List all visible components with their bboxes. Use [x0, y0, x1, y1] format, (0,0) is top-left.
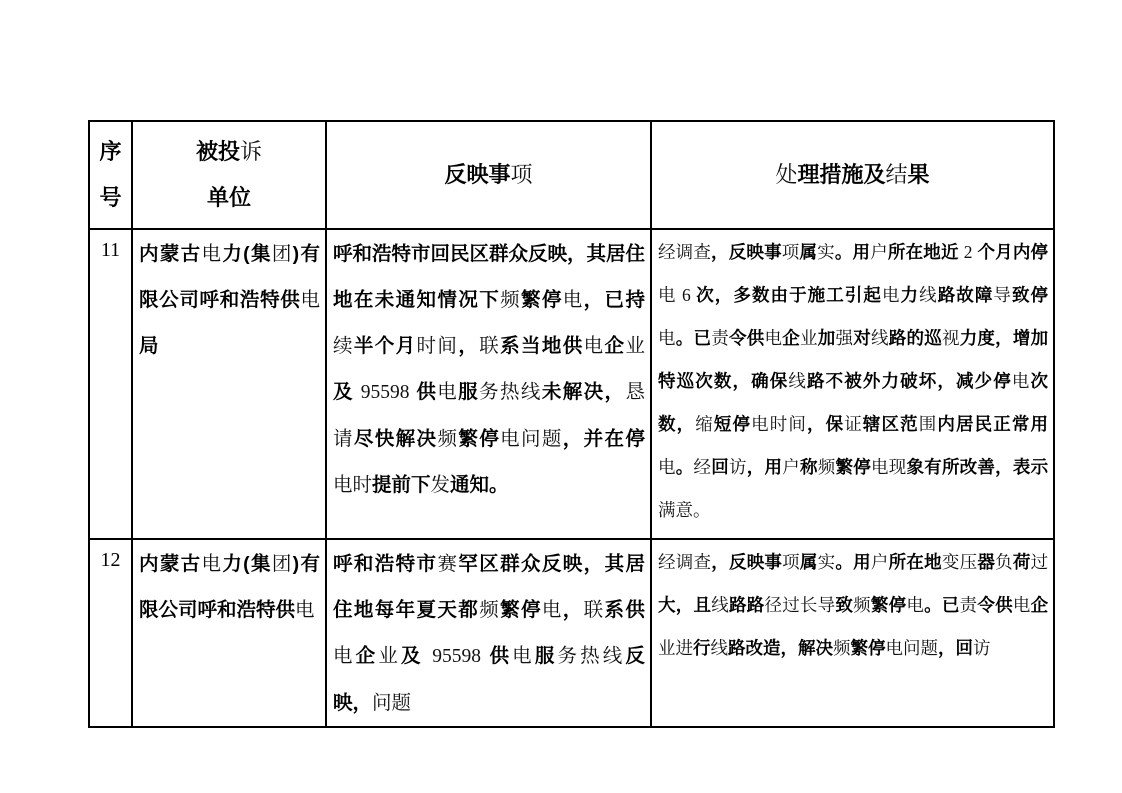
- text-run: 实: [817, 242, 835, 262]
- text-run: 6: [676, 285, 697, 305]
- text-run: 繁停: [850, 638, 886, 658]
- text-run: ，并在停: [562, 428, 645, 450]
- text-run: 呼和浩特市: [333, 553, 438, 575]
- text-run: 电: [1012, 595, 1031, 615]
- text-run: 电: [437, 381, 459, 403]
- text-run: 路故障: [937, 285, 994, 305]
- text-run: 呼和浩特市回民区群众反映，其居住地在未通知情况下: [333, 243, 646, 311]
- text-run: 处: [775, 162, 798, 187]
- text-run: 业: [799, 328, 818, 348]
- text-run: 缩: [695, 414, 714, 434]
- text-run: ，反映事: [711, 242, 782, 262]
- text-run: ，反映事: [711, 552, 783, 572]
- text-run: 电: [1011, 371, 1031, 391]
- text-run: 进: [675, 638, 693, 658]
- text-run: 反映事: [444, 162, 511, 187]
- table-row: [89, 539, 1054, 727]
- text-run: 行: [693, 638, 711, 658]
- text-run: 属: [799, 242, 818, 262]
- text-run: 次，多数由于施工引起: [696, 285, 882, 305]
- text-run: 户: [870, 242, 888, 262]
- text-run: 线: [788, 371, 807, 391]
- text-run: 项: [781, 242, 800, 262]
- text-run: 力: [900, 285, 920, 305]
- text-run: 问题: [372, 692, 412, 714]
- text-run: 电: [881, 285, 901, 305]
- text-run: 系供: [604, 599, 645, 621]
- text-run: 证: [844, 414, 863, 434]
- text-run: 电: [562, 289, 584, 311]
- text-run: 。用: [835, 552, 871, 572]
- text-run: 联: [583, 599, 605, 621]
- text-run: 户: [782, 457, 800, 477]
- text-run: 责: [711, 328, 729, 348]
- text-run: 半个月: [353, 335, 417, 357]
- text-run: 令供: [728, 328, 765, 348]
- text-run: 团: [271, 553, 293, 575]
- text-run: 满意。: [658, 500, 711, 520]
- text-run: 线: [870, 328, 889, 348]
- text-run: 及: [400, 645, 433, 667]
- text-run: 电: [512, 645, 535, 667]
- text-run: 实: [817, 552, 836, 572]
- header-complained-unit: [132, 121, 326, 229]
- text-run: ，回: [938, 638, 973, 658]
- text-run: 内蒙古: [139, 553, 202, 575]
- text-run: 加: [817, 328, 836, 348]
- text-run: 线: [919, 285, 938, 305]
- text-run: 企: [782, 328, 800, 348]
- text-run: 短停: [713, 414, 752, 434]
- text-run: 发: [430, 474, 451, 496]
- text-run: 恳请: [333, 381, 645, 450]
- header-line: [652, 152, 1053, 198]
- text-run: 荷: [1012, 552, 1031, 572]
- text-run: 视: [941, 328, 960, 348]
- text-run: 称: [799, 457, 818, 477]
- text-run: ，已持: [583, 289, 645, 311]
- text-run: 项: [782, 552, 800, 572]
- text-run: 果: [907, 162, 930, 187]
- text-run: 未解决，: [541, 381, 626, 403]
- text-run: 力(集: [222, 553, 272, 575]
- text-run: 力(集: [222, 243, 272, 265]
- text-run: 强: [835, 328, 854, 348]
- text-run: 电: [658, 328, 676, 348]
- cell-handling-result: [651, 539, 1054, 727]
- text-run: 繁停: [835, 457, 871, 477]
- text-run: 。: [675, 457, 694, 477]
- text-run: 围: [918, 414, 938, 434]
- text-run: 结: [885, 162, 908, 187]
- text-run: 务热线: [479, 381, 542, 403]
- text-run: 属: [799, 552, 818, 572]
- text-run: 变压: [941, 552, 978, 572]
- text-run: 访: [729, 457, 747, 477]
- text-run: 电: [751, 414, 770, 434]
- text-run: 问题: [903, 638, 938, 658]
- text-run: 辖区范: [862, 414, 919, 434]
- text-run: 局: [139, 335, 159, 357]
- text-run: 繁停: [521, 289, 563, 311]
- text-run: 团: [271, 243, 293, 265]
- text-run: 径过长导: [764, 595, 836, 615]
- text-run: 线: [710, 638, 728, 658]
- text-run: 频: [817, 457, 836, 477]
- text-run: 。已: [675, 328, 712, 348]
- text-run: 繁停: [458, 428, 501, 450]
- text-run: ，: [562, 599, 584, 621]
- text-run: 电: [201, 243, 223, 265]
- text-run: 户: [870, 552, 889, 572]
- text-run: 95598: [432, 646, 481, 667]
- text-run: 及: [333, 381, 361, 403]
- header-line: [90, 175, 131, 221]
- text-run: 频: [833, 638, 851, 658]
- text-run: 反映，: [333, 645, 645, 714]
- text-run: 回: [711, 457, 729, 477]
- text-run: 致: [835, 595, 854, 615]
- header-line: [327, 152, 650, 198]
- text-run: 个月内停: [972, 242, 1049, 262]
- text-run: 电: [300, 289, 320, 311]
- text-run: 电: [541, 599, 563, 621]
- text-run: 经: [693, 457, 712, 477]
- text-run: 电: [201, 553, 223, 575]
- text-run: ，用: [746, 457, 783, 477]
- text-run: 尽快解决: [353, 428, 438, 450]
- text-run: 导: [993, 285, 1012, 305]
- text-run: 95598: [360, 382, 410, 403]
- cell-complained-unit: [132, 229, 326, 539]
- text-run: 时间: [416, 335, 459, 357]
- table-header-row: [89, 121, 1054, 229]
- text-run: 致停: [1011, 285, 1049, 305]
- text-run: 通知。: [450, 474, 509, 496]
- cell-complained-unit: [132, 539, 326, 727]
- text-run: 单位: [206, 185, 251, 210]
- text-run: 电: [658, 457, 676, 477]
- text-run: )有限公司呼和浩特供: [139, 553, 320, 621]
- text-run: 电: [583, 335, 605, 357]
- text-run: 过: [1030, 552, 1049, 572]
- text-run: 业: [625, 335, 645, 357]
- text-run: 频: [500, 289, 521, 311]
- text-run: 内居民正常用: [937, 414, 1048, 434]
- text-run: 所在地: [888, 552, 942, 572]
- text-run: 企: [604, 335, 626, 357]
- text-run: 罕区群众反映，其居住地每年夏天都: [333, 553, 645, 621]
- text-run: 频: [479, 599, 501, 621]
- text-run: ，保: [807, 414, 845, 434]
- text-run: 大，且: [658, 595, 712, 615]
- text-run: 业: [658, 638, 676, 658]
- text-run: 频: [437, 428, 459, 450]
- text-run: 繁停: [870, 595, 907, 615]
- text-run: 。用: [834, 242, 871, 262]
- cell-serial-number: 12: [89, 539, 132, 727]
- text-run: 被投: [195, 139, 240, 164]
- text-run: 电: [333, 645, 356, 667]
- text-run: 续: [333, 335, 354, 357]
- text-run: 电时: [333, 474, 373, 496]
- text-run: 问题: [521, 428, 563, 450]
- text-run: 令供: [977, 595, 1013, 615]
- text-run: 系当地供: [500, 335, 584, 357]
- cell-serial-number: 11: [89, 229, 132, 539]
- text-run: 器: [977, 552, 996, 572]
- cell-handling-result: [651, 229, 1054, 539]
- text-run: 号: [99, 185, 122, 210]
- complaints-table: [88, 120, 1055, 728]
- text-run: 务热线: [557, 645, 626, 667]
- text-run: 项: [510, 162, 533, 187]
- text-run: 线: [711, 595, 729, 615]
- text-run: 对: [853, 328, 871, 348]
- text-run: 频: [853, 595, 871, 615]
- text-run: 电: [870, 457, 889, 477]
- text-run: 责: [959, 595, 978, 615]
- text-run: 赛: [437, 553, 459, 575]
- text-run: 象有所改善，表示: [906, 457, 1049, 477]
- text-run: 现: [888, 457, 907, 477]
- text-run: 理措施及: [797, 162, 886, 187]
- text-run: 电: [658, 285, 677, 305]
- text-run: 联: [479, 335, 501, 357]
- text-run: 访: [973, 638, 991, 658]
- header-handling-result: [651, 121, 1054, 229]
- text-run: 供: [480, 645, 513, 667]
- text-run: 电: [500, 428, 521, 450]
- cell-reported-issue: [326, 229, 651, 539]
- text-run: 次数，: [658, 371, 1048, 434]
- header-line: [133, 175, 325, 221]
- text-run: 服: [534, 645, 558, 667]
- text-run: 企: [1030, 595, 1049, 615]
- header-line: [90, 129, 131, 175]
- text-run: 序: [99, 139, 122, 164]
- text-run: 路路: [728, 595, 765, 615]
- header-line: [133, 129, 325, 175]
- text-run: 路不被外力破坏，减少停: [807, 371, 1012, 391]
- text-run: 时间: [769, 414, 807, 434]
- header-reported-issue: [326, 121, 651, 229]
- cell-reported-issue: [326, 539, 651, 727]
- text-run: 。已: [924, 595, 960, 615]
- text-run: 路改造，解决: [728, 638, 833, 658]
- text-run: 路的巡: [888, 328, 942, 348]
- header-serial-number: [89, 121, 132, 229]
- text-run: 诉: [240, 139, 263, 164]
- text-run: 供: [409, 381, 438, 403]
- text-run: 经调查: [658, 552, 712, 572]
- text-run: 电: [906, 595, 925, 615]
- text-run: 繁停: [500, 599, 542, 621]
- text-run: 负: [995, 552, 1013, 572]
- text-run: 提前下: [372, 474, 431, 496]
- text-run: 企: [355, 645, 379, 667]
- text-run: 电: [885, 638, 903, 658]
- text-run: ，: [458, 335, 480, 357]
- text-run: 2: [963, 242, 973, 262]
- text-run: 内蒙古: [139, 243, 202, 265]
- text-run: 业: [378, 645, 401, 667]
- text-run: )有限公司呼和浩特供: [139, 243, 320, 311]
- table-row: [89, 229, 1054, 539]
- text-run: 电: [295, 599, 315, 621]
- text-run: 经调查: [658, 242, 712, 262]
- text-run: 电: [764, 328, 783, 348]
- text-run: 所在地近: [887, 242, 964, 262]
- text-run: 服: [458, 381, 480, 403]
- text-run: 力度，增加特巡次数，确保: [658, 328, 1049, 391]
